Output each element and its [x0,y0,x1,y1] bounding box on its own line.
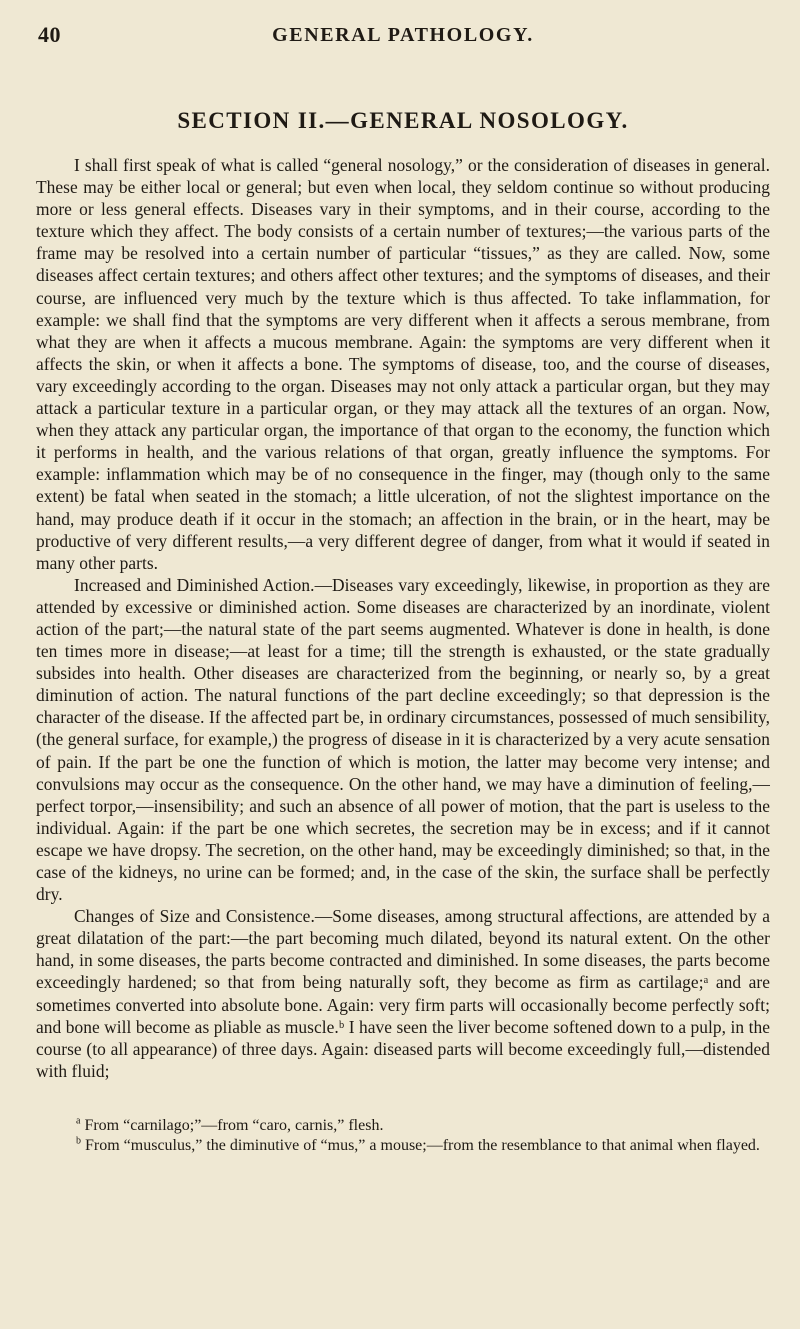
footnote [36,1136,770,1156]
page-number: 40 [38,22,61,47]
section-heading: SECTION II.—GENERAL NOSOLOGY. [177,108,629,133]
footnotes [36,1116,770,1156]
body-text [36,154,770,1082]
paragraph-size-consistence: Changes of Size and Consistence.—Some diseases, among structural affections, are attended by a great dilatation of the part:—the part becoming much dilated, beyond its natural extent. On the other hand, in some diseases, the parts become contracted and diminished. In some diseases, the parts become exceedingly hardened; so that from being naturally soft, they become as firm as cartilage;ᵃ and are sometimes converted into absolute bone. Again: very firm parts will occasionally become perfectly soft; and bone will become as pliable as muscle.ᵇ I have seen the liver become softened down to a pulp, in the course (to all appearance) of three days. Again: diseased parts will become exceedingly full,—distended with fluid; [36,906,770,1081]
footnote [36,1116,770,1136]
footnote-mark: a [76,1115,81,1127]
footnote-text: From “carnilago;”—from “caro, carnis,” flesh. [84,1116,384,1134]
running-title: GENERAL PATHOLOGY. [272,24,534,46]
footnote-mark: b [76,1135,81,1147]
running-head [36,20,770,48]
footnote-text: From “musculus,” the diminutive of “mus,” a mouse;—from the resemblance to that animal when flayed. [85,1136,760,1154]
paragraph-general-nosology: I shall first speak of what is called “general nosology,” or the consideration of diseases in general. These may be either local or general; but even when local, they seldom continue so without producing more or less general effects. Diseases vary in their symptoms, and in their course, according to the texture which they affect. The body consists of a certain number of textures;—the various parts of the frame may be resolved into a certain number of particular “tissues,” as they are called. Now, some diseases affect certain textures; and others affect other textures; and the symptoms of diseases, and their course, are influenced very much by the texture which is thus affected. To take inflammation, for example: we shall find that the symptoms are very different when it affects a serous membrane, from what they are when it affects a mucous membrane. Again: the symptoms are very different when it affects the skin, or when it affects a bone. The symptoms of disease, too, and the course of diseases, vary exceedingly according to the organ. Diseases may not only attack a particular organ, but they may attack a particular texture in a particular organ, or they may attack all the textures of an organ. Now, when they attack any particular organ, the importance of that organ to the economy, the function which it performs in health, and the various relations of that organ, greatly influence the symptoms. For example: inflammation which may be of no consequence in the finger, may (though only to the same extent) be fatal when seated in the stomach; a little ulceration, of not the slightest importance on the hand, may produce death if it occur in the stomach; an affection in the brain, or in the heart, may be productive of very different results,—a very different degree of danger, from what it would if seated in many other parts. [36,155,770,573]
paragraph-increased-diminished-action: Increased and Diminished Action.—Diseases vary exceedingly, likewise, in proportion as they are attended by excessive or diminished action. Some diseases are characterized by an inordinate, violent action of the part;—the natural state of the part seems augmented. Whatever is done in health, is done ten times more in disease;—at least for a time; till the strength is exhausted, or the state gradually subsides into health. Other diseases are characterized from the beginning, or nearly so, by a great diminution of action. The natural functions of the part decline exceedingly; so that depression is the character of the disease. If the affected part be, in ordinary circumstances, possessed of much sensibility, (the general surface, for example,) the progress of disease in it is characterized by a very acute sensation of pain. If the part be one the function of which is motion, the latter may become very intense; and convulsions may occur as the consequence. On the other hand, we may have a diminution of feeling,—perfect torpor,—insensibility; and such an absence of all power of motion, that the part is useless to the individual. Again: if the part be one which secretes, the secretion may be in excess; and if it cannot escape we have dropsy. The secretion, on the other hand, may be exceedingly diminished; so that, in the case of the kidneys, no urine can be formed; and, in the case of the skin, the surface shall be perfectly dry. [36,574,770,905]
